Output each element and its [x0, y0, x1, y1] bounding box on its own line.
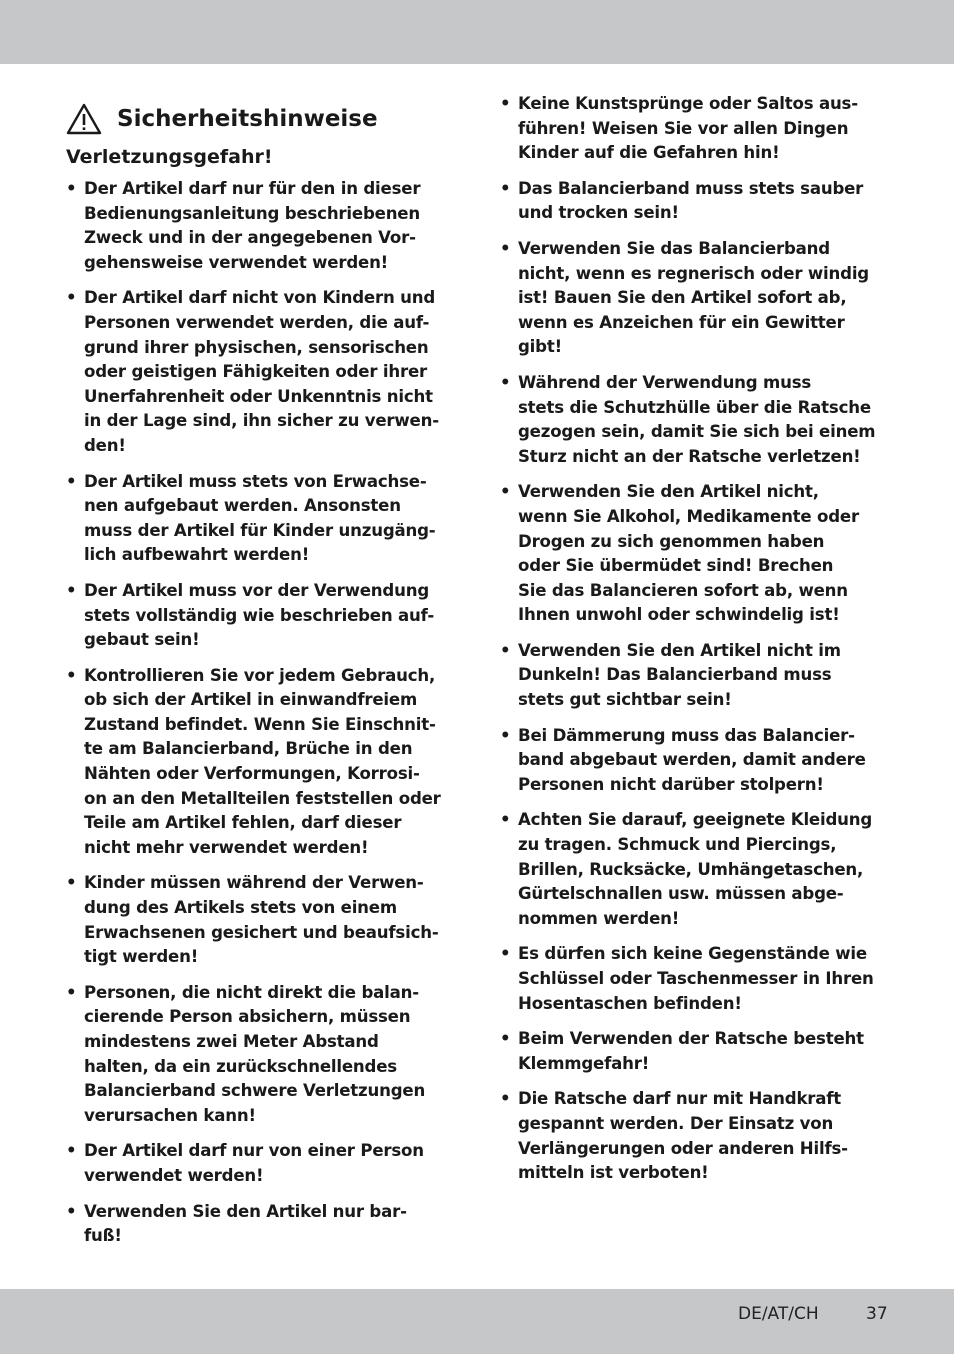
list-item-line: und trocken sein!: [518, 203, 679, 223]
list-item-line: Personen nicht darüber stolpern!: [518, 774, 824, 794]
bullet-icon: •: [500, 810, 511, 830]
list-item: [66, 470, 461, 568]
list-item-line: mindestens zwei Meter Abstand: [84, 1032, 379, 1051]
list-item-line: mitteln ist verboten!: [518, 1163, 709, 1183]
list-item-line: nommen werden!: [518, 908, 680, 928]
list-item-line: stets vollständig wie beschrieben auf-: [84, 605, 435, 625]
list-item-line: Sie das Balancieren sofort ab, wenn: [518, 580, 848, 600]
list-item: [66, 579, 461, 653]
list-item-line: Gürtelschnallen usw. müssen abge-: [518, 884, 844, 904]
bullet-icon: •: [66, 1201, 77, 1221]
list-item-line: Verlängerungen oder anderen Hilfs-: [518, 1138, 848, 1158]
list-item-line: Zweck und in der angegebenen Vor-: [84, 228, 416, 248]
list-item-line: wenn Sie Alkohol, Medikamente oder: [518, 506, 859, 526]
list-item-line: in der Lage sind, ihn sicher zu verwen-: [84, 411, 439, 431]
bullet-icon: •: [500, 1029, 511, 1049]
list-item: [500, 92, 896, 166]
bullet-icon: •: [66, 873, 77, 893]
list-item-line: ist! Bauen Sie den Artikel sofort ab,: [518, 288, 847, 308]
list-item-line: Nähten oder Verformungen, Korrosi-: [84, 764, 420, 784]
list-item-line: Kinder auf die Gefahren hin!: [518, 143, 780, 163]
list-item-line: cierende Person absichern, müssen: [84, 1007, 411, 1027]
bullet-icon: •: [66, 982, 77, 1002]
section-heading: [66, 101, 378, 137]
list-item-line: Verwenden Sie den Artikel nicht im: [518, 640, 841, 660]
list-item-line: gehensweise verwendet werden!: [84, 252, 389, 272]
list-item-line: gezogen sein, damit Sie sich bei einem: [518, 422, 876, 442]
header-band: [0, 0, 954, 64]
list-item-line: Der Artikel muss vor der Verwendung: [84, 580, 430, 600]
list-item-line: Verwenden Sie den Artikel nur bar-: [84, 1201, 407, 1221]
list-item-line: tigt werden!: [84, 947, 199, 967]
list-item: [500, 480, 896, 628]
list-item-line: Das Balancierband muss stets sauber: [518, 178, 864, 198]
list-item: [66, 1200, 461, 1249]
bullet-icon: •: [500, 178, 511, 198]
list-item-line: Kinder müssen während der Verwen-: [84, 873, 424, 893]
list-item: [500, 808, 896, 931]
list-item-line: Dunkeln! Das Balancierband muss: [518, 665, 832, 685]
list-item-line: Bei Dämmerung muss das Balancier-: [518, 725, 855, 745]
list-item-line: Der Artikel darf nur von einer Person: [84, 1141, 424, 1161]
right-column-list: [500, 92, 896, 1197]
list-item: [66, 1139, 461, 1188]
list-item-line: Teile am Artikel fehlen, darf dieser: [84, 813, 402, 833]
list-item-line: Klemmgefahr!: [518, 1053, 650, 1073]
list-item-line: nicht, wenn es regnerisch oder windig: [518, 263, 869, 283]
bullet-icon: •: [500, 94, 511, 113]
list-item-line: wenn es Anzeichen für ein Gewitter: [518, 312, 845, 332]
list-item-line: Verwenden Sie den Artikel nicht,: [518, 482, 819, 502]
left-column-list: [66, 177, 461, 1260]
list-item-line: den!: [84, 435, 126, 455]
bullet-icon: •: [500, 238, 511, 258]
page-number: 37: [866, 1304, 888, 1324]
list-item-line: Erwachsenen gesichert und beaufsich-: [84, 922, 439, 942]
list-item-line: nen aufgebaut werden. Ansonsten: [84, 496, 401, 516]
bullet-icon: •: [66, 179, 77, 198]
list-item-line: fuß!: [84, 1226, 122, 1246]
list-item-line: stets die Schutzhülle über die Ratsche: [518, 397, 871, 417]
list-item-line: Der Artikel darf nur für den in dieser: [84, 179, 421, 198]
list-item: [500, 237, 896, 360]
list-item-line: Brillen, Rucksäcke, Umhängetaschen,: [518, 859, 864, 879]
bullet-icon: •: [66, 288, 77, 308]
list-item-line: halten, da ein zurückschnellendes: [84, 1056, 397, 1076]
list-item-line: verwendet werden!: [84, 1165, 264, 1185]
warning-triangle-icon: [66, 103, 102, 135]
list-item-line: Beim Verwenden der Ratsche besteht: [518, 1029, 864, 1049]
list-item-line: muss der Artikel für Kinder unzugäng-: [84, 520, 436, 540]
list-item-line: Balancierband schwere Verletzungen: [84, 1081, 426, 1101]
bullet-icon: •: [66, 1141, 77, 1161]
list-item-line: gibt!: [518, 337, 562, 357]
list-item-line: führen! Weisen Sie vor allen Dingen: [518, 118, 849, 138]
list-item-line: dung des Artikels stets von einem: [84, 898, 397, 918]
list-item: [500, 639, 896, 713]
list-item-line: Bedienungsanleitung beschriebenen: [84, 203, 420, 223]
page-title: Sicherheitshinweise: [117, 106, 378, 132]
list-item-line: gespannt werden. Der Einsatz von: [518, 1113, 834, 1133]
list-item-line: on an den Metallteilen feststellen oder: [84, 788, 441, 808]
bullet-icon: •: [500, 372, 511, 392]
list-item: [66, 664, 461, 861]
bullet-icon: •: [66, 665, 77, 685]
list-item: [500, 942, 896, 1016]
list-item-line: stets gut sichtbar sein!: [518, 690, 732, 710]
bullet-icon: •: [66, 580, 77, 600]
list-item-line: Unerfahrenheit oder Unkenntnis nicht: [84, 386, 433, 406]
bullet-icon: •: [500, 944, 511, 964]
list-item-line: Achten Sie darauf, geeignete Kleidung: [518, 810, 873, 830]
list-item-line: Keine Kunstsprünge oder Saltos aus-: [518, 94, 858, 113]
list-item-line: oder geistigen Fähigkeiten oder ihrer: [84, 362, 427, 382]
list-item: [66, 871, 461, 969]
footer-language: DE/AT/CH: [738, 1304, 819, 1324]
list-item-line: ob sich der Artikel in einwandfreiem: [84, 690, 418, 710]
list-item-line: Die Ratsche darf nur mit Handkraft: [518, 1089, 842, 1109]
list-item-line: Während der Verwendung muss: [518, 372, 812, 392]
list-item-line: Personen verwendet werden, die auf-: [84, 312, 430, 332]
list-item-line: Schlüssel oder Taschenmesser in Ihren: [518, 969, 874, 988]
list-item-line: Drogen zu sich genommen haben: [518, 531, 825, 551]
bullet-icon: •: [500, 1089, 511, 1109]
list-item-line: nicht mehr verwendet werden!: [84, 837, 369, 857]
list-item-line: gebaut sein!: [84, 630, 200, 650]
list-item-line: Ihnen unwohl oder schwindelig ist!: [518, 605, 840, 625]
list-item: [500, 1087, 896, 1185]
list-item-line: Personen, die nicht direkt die balan-: [84, 982, 419, 1002]
bullet-icon: •: [500, 482, 511, 502]
list-item-line: lich aufbewahrt werden!: [84, 545, 310, 565]
list-item-line: zu tragen. Schmuck und Piercings,: [518, 835, 837, 855]
list-item-line: Der Artikel darf nicht von Kindern und: [84, 288, 436, 308]
list-item: [500, 371, 896, 469]
list-item: [500, 177, 896, 226]
list-item-line: oder Sie übermüdet sind! Brechen: [518, 556, 834, 576]
list-item-line: Zustand befindet. Wenn Sie Einschnit-: [84, 714, 436, 734]
list-item-line: verursachen kann!: [84, 1105, 256, 1125]
bullet-icon: •: [500, 640, 511, 660]
list-item-line: band abgebaut werden, damit andere: [518, 750, 866, 770]
list-item: [66, 177, 461, 275]
list-item: [500, 1027, 896, 1076]
subtitle: Verletzungsgefahr!: [66, 146, 273, 168]
bullet-icon: •: [66, 471, 77, 491]
list-item-line: Kontrollieren Sie vor jedem Gebrauch,: [84, 665, 436, 685]
list-item-line: Es dürfen sich keine Gegenstände wie: [518, 944, 867, 964]
bullet-icon: •: [500, 725, 511, 745]
list-item: [500, 724, 896, 798]
list-item: [66, 286, 461, 458]
list-item: [66, 981, 461, 1129]
list-item-line: Hosentaschen befinden!: [518, 993, 742, 1013]
list-item-line: Verwenden Sie das Balancierband: [518, 238, 830, 258]
list-item-line: Der Artikel muss stets von Erwachse-: [84, 471, 427, 491]
list-item-line: te am Balancierband, Brüche in den: [84, 739, 413, 759]
list-item-line: Sturz nicht an der Ratsche verletzen!: [518, 446, 861, 466]
list-item-line: grund ihrer physischen, sensorischen: [84, 337, 429, 357]
